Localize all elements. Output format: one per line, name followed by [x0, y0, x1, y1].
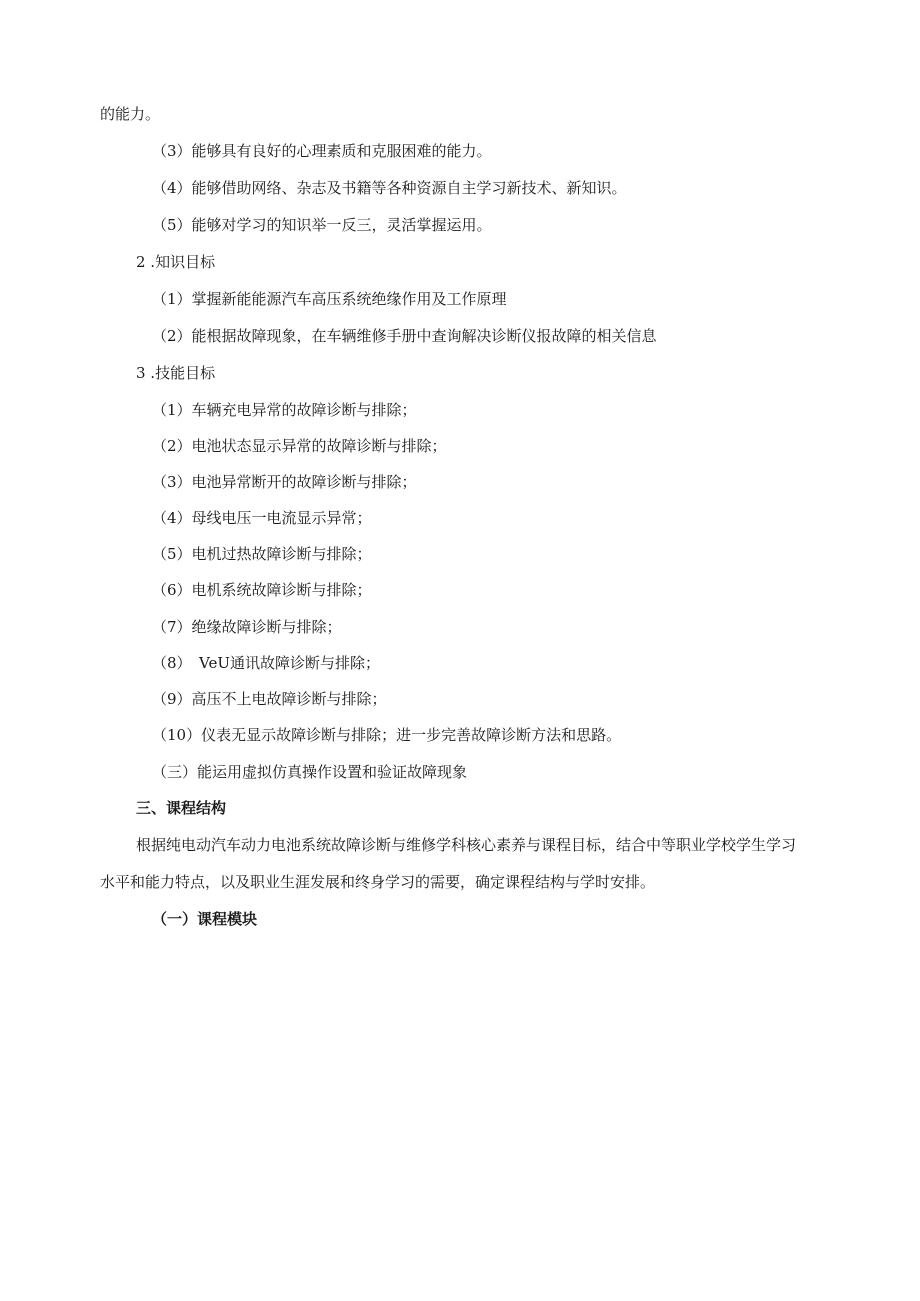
- skill-goal-8: （8） VeU通讯故障诊断与排除；: [152, 654, 381, 672]
- knowledge-goal-1: （1）掌握新能能源汽车高压系统绝缘作用及工作原理: [152, 290, 507, 308]
- course-structure-paragraph-line-2: 水平和能力特点，以及职业生涯发展和终身学习的需要，确定课程结构与学时安排。: [100, 873, 656, 891]
- subsection-course-modules-heading: （一）课程模块: [152, 910, 258, 928]
- skill-goal-6: （6）电机系统故障诊断与排除；: [152, 581, 372, 599]
- course-structure-paragraph-line-1: 根据纯电动汽车动力电池系统故障诊断与维修学科核心素养与课程目标，结合中等职业学校学生学习: [136, 836, 797, 854]
- section-skill-goals-heading: 3 .技能目标: [136, 364, 216, 382]
- skill-goal-simulation: （三）能运用虚拟仿真操作设置和验证故障现象: [152, 763, 468, 781]
- skill-goal-9: （9）高压不上电故障诊断与排除；: [152, 690, 387, 708]
- section-course-structure-heading: 三、课程结构: [136, 799, 227, 817]
- skill-goal-2: （2）电池状态显示异常的故障诊断与排除；: [152, 437, 447, 455]
- skill-goal-7: （7）绝缘故障诊断与排除；: [152, 618, 342, 636]
- skill-goal-5: （5）电机过热故障诊断与排除；: [152, 545, 372, 563]
- skill-goal-1: （1）车辆充电异常的故障诊断与排除；: [152, 401, 417, 419]
- section-knowledge-goals-heading: 2 .知识目标: [136, 253, 216, 271]
- quality-goal-5: （5）能够对学习的知识举一反三，灵活掌握运用。: [152, 216, 492, 234]
- skill-goal-3: （3）电池异常断开的故障诊断与排除；: [152, 473, 417, 491]
- knowledge-goal-2: （2）能根据故障现象，在车辆维修手册中查询解决诊断仪报故障的相关信息: [152, 327, 657, 345]
- quality-goal-4: （4）能够借助网络、杂志及书籍等各种资源自主学习新技术、新知识。: [152, 179, 627, 197]
- skill-goal-10: （10）仪表无显示故障诊断与排除；进一步完善故障诊断方法和思路。: [152, 726, 622, 744]
- skill-goal-4: （4）母线电压一电流显示异常；: [152, 509, 372, 527]
- text-line-continuation: 的能力。: [100, 105, 161, 123]
- quality-goal-3: （3）能够具有良好的心理素质和克服困难的能力。: [152, 142, 492, 160]
